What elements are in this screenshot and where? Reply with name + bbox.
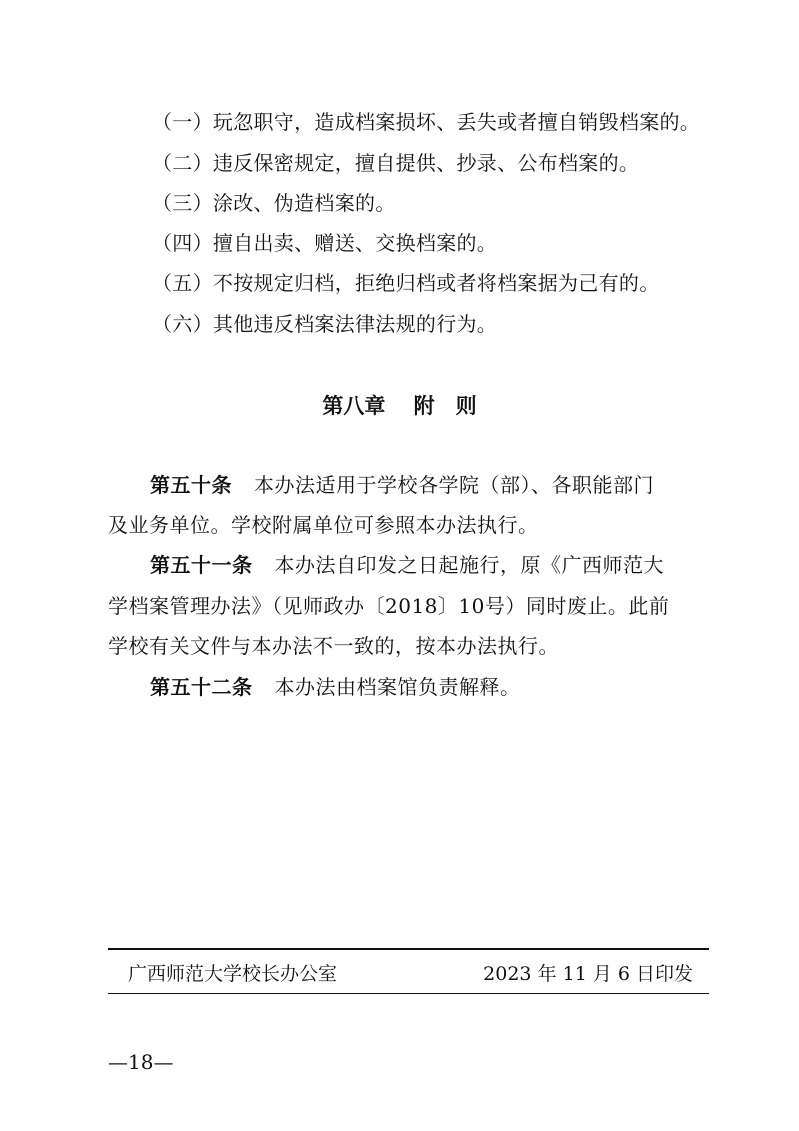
footer-issuer: 广西师范大学校长办公室: [128, 963, 338, 985]
article-52-line-1: [150, 675, 521, 699]
article-51-line-2: 学档案管理办法》（见师政办〔2018〕10号）同时废止。此前: [108, 594, 670, 618]
article-50-text-1: 本办法适用于学校各学院（部）、各职能部门: [254, 473, 654, 497]
list-item-4: （四）擅自出卖、赠送、交换档案的。: [152, 231, 498, 255]
article-51-text-1: 本办法自印发之日起施行，原《广西师范大: [274, 553, 664, 577]
list-item-1: （一）玩忽职守，造成档案损坏、丢失或者擅自销毁档案的。: [152, 110, 701, 134]
footer-date: 2023 年 11 月 6 日印发: [483, 963, 693, 985]
article-52-label: 第五十二条: [150, 675, 253, 699]
article-50-line-2: 及业务单位。学校附属单位可参照本办法执行。: [108, 513, 539, 537]
article-50-label: 第五十条: [150, 473, 232, 497]
list-item-2: （二）违反保密规定，擅自提供、抄录、公布档案的。: [152, 151, 640, 175]
footer-top-rule: [108, 948, 709, 950]
article-51-line-3: 学校有关文件与本办法不一致的，按本办法执行。: [108, 634, 559, 658]
chapter-heading: 第八章 附 则: [322, 394, 477, 418]
article-52-text-1: 本办法由档案馆负责解释。: [274, 675, 521, 699]
list-item-6: （六）其他违反档案法律法规的行为。: [152, 312, 498, 336]
page-number: —18—: [108, 1050, 174, 1074]
footer-bottom-rule: [108, 993, 709, 994]
list-item-3: （三）涂改、伪造档案的。: [152, 191, 396, 215]
article-50-line-1: [150, 473, 654, 497]
list-item-5: （五）不按规定归档，拒绝归档或者将档案据为己有的。: [152, 271, 660, 295]
article-51-label: 第五十一条: [150, 553, 253, 577]
article-51-line-1: [150, 553, 664, 577]
